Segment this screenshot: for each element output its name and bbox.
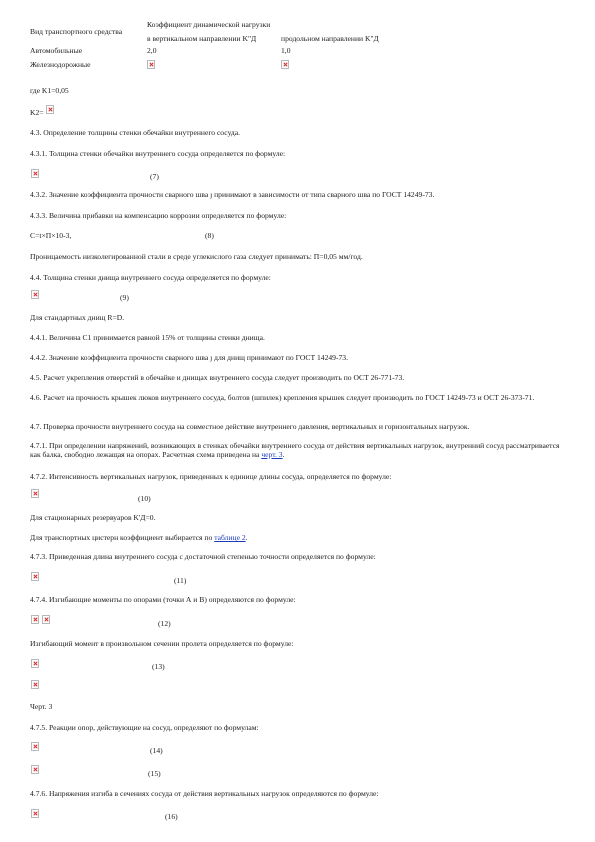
paragraph-4-7-1-text: 4.7.1. При определении напряжений, возникающих в стенках обечайки внутреннего сосуда от действия вертикальных нагрузок, внутренний сосуд рассматривается как балка, свободно лежащая на опорах. Расчетная схема приведена на (30, 441, 560, 459)
formula-8: С=t×П×10-3, (30, 231, 72, 240)
paragraph-permeability: Проницаемость низколегированной стали в среде углекислого газа следует принимать: П=0,05 мм/год. (30, 252, 363, 261)
equation-number-9: (9) (120, 293, 129, 302)
paragraph-4-7-6: 4.7.6. Напряжения изгиба в сечениях сосуда от действия вертикальных нагрузок определяются по формуле: (30, 789, 379, 798)
paragraph-standard-heads: Для стандартных днищ R=D. (30, 313, 125, 322)
equation-number-13: (13) (152, 662, 165, 671)
broken-image-icon (31, 290, 39, 299)
paragraph-4-7-1 (30, 441, 570, 459)
paragraph-bending-moment: Изгибающий момент в произвольном сечении пролета определяется по формуле: (30, 639, 294, 648)
paragraph-k1: где K1=0,05 (30, 86, 69, 95)
paragraph-4-7-2: 4.7.2. Интенсивность вертикальных нагрузок, приведенных к единице длины сосуда, определяется по формуле: (30, 472, 392, 481)
paragraph-transport-text: Для транспортных цистерн коэффициент выбирается по (30, 533, 215, 542)
table-header-coefficient: Коэффициент динамической нагрузки (147, 20, 271, 29)
equation-number-10: (10) (138, 494, 151, 503)
k2-label: K2= (30, 108, 44, 117)
equation-number-14: (14) (150, 746, 163, 755)
paragraph-4-7: 4.7. Проверка прочности внутреннего сосуда на совместное действие внутреннего давления, вертикальных и горизонтальных нагрузок. (30, 422, 470, 431)
equation-number-12: (12) (158, 619, 171, 628)
paragraph-4-4-1: 4.4.1. Величина C1 принимается равной 15% от толщины стенки днища. (30, 333, 265, 342)
paragraph-transport (30, 533, 248, 542)
equation-number-11: (11) (174, 576, 187, 585)
equation-number-8: (8) (205, 231, 214, 240)
paragraph-4-5: 4.5. Расчет укрепления отверстий в обечайке и днищах внутреннего сосуда следует производить по ОСТ 26-771-73. (30, 373, 405, 382)
table-row-rail-label: Железнодорожные (30, 60, 91, 69)
table-subheader-longitudinal: продольном направлении K"Д (281, 34, 379, 43)
paragraph-4-7-4: 4.7.4. Изгибающие моменты по опорами (точки А и В) определяются по формуле: (30, 595, 296, 604)
broken-image-icon (31, 489, 39, 498)
broken-image-icon (31, 809, 39, 818)
paragraph-4-4: 4.4. Толщина стенки днища внутреннего сосуда определяется по формуле: (30, 273, 271, 282)
paragraph-4-7-3: 4.7.3. Приведенная длина внутреннего сосуда с достаточной степенью точности определяется по формуле: (30, 552, 376, 561)
table-row-auto-label: Автомобильные (30, 46, 83, 55)
equation-number-15: (15) (148, 769, 161, 778)
broken-image-icon (31, 742, 39, 751)
broken-image-icon (31, 572, 39, 581)
paragraph-4-3: 4.3. Определение толщины стенки обечайки внутреннего сосуда. (30, 128, 241, 137)
paragraph-transport-end: . (245, 533, 248, 542)
broken-image-icon (46, 105, 54, 114)
broken-image-icon (147, 60, 155, 69)
chart-3-caption: Черт. 3 (30, 702, 53, 711)
equation-number-7: (7) (150, 172, 159, 181)
broken-image-icon (31, 169, 39, 178)
chart-3-link[interactable]: черт. 3 (261, 450, 283, 459)
paragraph-4-4-2: 4.4.2. Значение коэффициента прочности сварного шва ȷ для днищ принимают по ГОСТ 14249-73. (30, 353, 349, 362)
paragraph-4-3-3: 4.3.3. Величина прибавки на компенсацию коррозии определяется по формуле: (30, 211, 287, 220)
broken-image-icon (42, 615, 50, 624)
broken-image-icon (31, 615, 39, 624)
table-header-vehicle-type: Вид транспортного средства (30, 27, 123, 36)
table-2-link[interactable]: таблице 2 (214, 533, 246, 542)
table-subheader-vertical: в вертикальном направлении K"Д (147, 34, 257, 43)
paragraph-k2 (30, 108, 44, 117)
paragraph-4-7-1-end: . (282, 450, 285, 459)
broken-image-icon (31, 680, 39, 689)
table-row-auto-longitudinal: 1,0 (281, 46, 291, 55)
paragraph-4-3-2: 4.3.2. Значение коэффициента прочности сварного шва ȷ принимают в зависимости от типа сварного шва по ГОСТ 14249-73. (30, 190, 435, 199)
broken-image-icon (31, 765, 39, 774)
paragraph-4-6: 4.6. Расчет на прочность крышек люков внутреннего сосуда, болтов (шпилек) крепления крышек следует производить по ГОСТ 14249-73 и ОСТ 26-373-71. (30, 393, 535, 402)
broken-image-icon (281, 60, 289, 69)
paragraph-4-7-5: 4.7.5. Реакции опор, действующие на сосуд, определяют по формулам: (30, 723, 259, 732)
equation-number-16: (16) (165, 812, 178, 821)
paragraph-stationary: Для стационарных резервуаров K'Д=0. (30, 513, 156, 522)
broken-image-icon (31, 659, 39, 668)
paragraph-4-3-1: 4.3.1. Толщина стенки обечайки внутреннего сосуда определяется по формуле: (30, 149, 286, 158)
table-row-auto-vertical: 2,0 (147, 46, 157, 55)
